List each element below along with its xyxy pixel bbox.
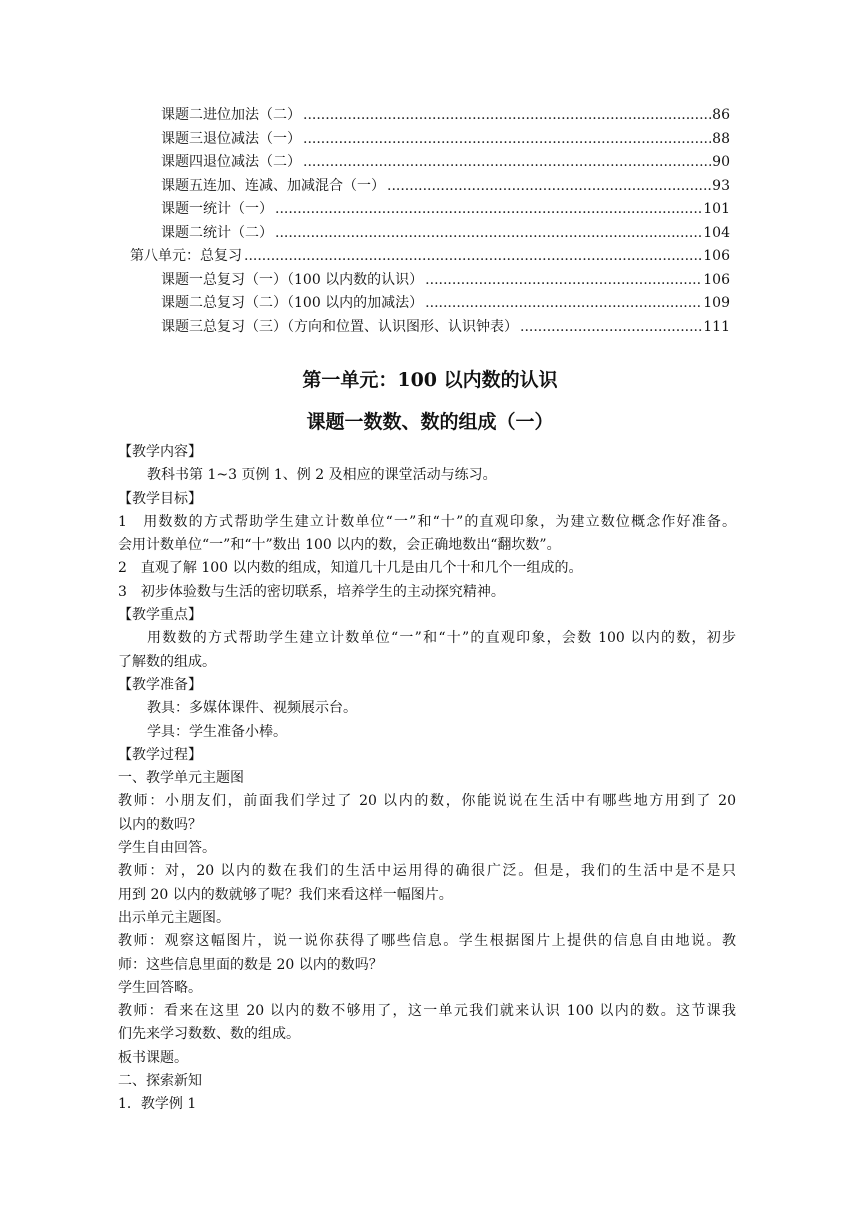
body-line: 【教学过程】 (118, 746, 202, 763)
toc-entry[interactable] (161, 128, 730, 152)
body-line: 教师：观察这幅图片，说一说你获得了哪些信息。学生根据图片上提供的信息自由地说。教 (118, 933, 736, 950)
toc-entry-title: 课题二进位加法（二） (161, 107, 301, 123)
toc-leader-dots (303, 104, 711, 128)
toc-entry-page: 88 (712, 130, 730, 147)
toc-entry-title: 课题三退位减法（一） (161, 130, 301, 147)
toc-entry-title: 课题四退位减法（二） (161, 154, 301, 170)
toc-leader-dots (425, 292, 702, 316)
toc-entry[interactable] (161, 222, 730, 246)
body-line: 师：这些信息里面的数是 20 以内的数吗？ (118, 956, 383, 973)
body-line: 学具：学生准备小棒。 (147, 723, 287, 740)
toc-leader-dots (303, 151, 711, 175)
toc-entry-title: 课题一统计（一） (161, 201, 273, 217)
body-line: 用到 20 以内的数就够了呢？我们来看这样一幅图片。 (118, 886, 453, 903)
toc-entry[interactable] (161, 104, 730, 128)
toc-leader-dots (387, 175, 711, 199)
body-line: 会用计数单位“一”和“十”数出 100 以内的数，会正确地数出“翻坎数”。 (118, 537, 561, 554)
lesson-heading: 课题一数数、数的组成（一） (306, 411, 554, 433)
body-line: 出示单元主题图。 (118, 909, 230, 926)
toc-entry-page: 106 (703, 271, 730, 288)
body-line: 教师：对，20 以内的数在我们的生活中运用得的确很广泛。但是，我们的生活中是不是只 (118, 863, 736, 880)
toc-leader-dots (303, 128, 711, 152)
toc-entry-page: 111 (703, 318, 730, 335)
body-line: 教具：多媒体课件、视频展示台。 (147, 700, 357, 717)
toc-leader-dots (244, 245, 702, 269)
toc-entry-page: 104 (703, 224, 730, 241)
body-line: 【教学目标】 (118, 490, 202, 507)
body-line: 【教学内容】 (118, 444, 202, 460)
body-line: 教师：看来在这里 20 以内的数不够用了，这一单元我们就来认识 100 以内的数。这节课我 (118, 1003, 736, 1020)
table-of-contents (0, 104, 860, 339)
body-line: 们先来学习数数、数的组成。 (118, 1026, 300, 1043)
toc-entry-title: 课题一总复习（一）（100 以内数的认识） (161, 271, 424, 288)
body-line: 1 用数数的方式帮助学生建立计数单位“一”和“十”的直观印象，为建立数位概念作好准备。 (118, 513, 736, 530)
toc-leader-dots (425, 269, 702, 293)
body-line: 用数数的方式帮助学生建立计数单位“一”和“十”的直观印象，会数 100 以内的数，初步 (147, 630, 736, 647)
body-line: 教科书第 1~3 页例 1、例 2 及相应的课堂活动与练习。 (147, 467, 497, 484)
body-line: 二、探索新知 (118, 1073, 202, 1090)
body-line: 板书课题。 (118, 1049, 188, 1066)
body-line: 【教学准备】 (118, 676, 202, 693)
lesson-body (118, 441, 736, 1117)
toc-entry-page: 90 (712, 154, 730, 170)
unit-heading: 第一单元：100 以内数的认识 (302, 369, 558, 391)
body-line: 3 初步体验数与生活的密切联系，培养学生的主动探究精神。 (118, 583, 505, 600)
body-line: 学生回答略。 (118, 979, 202, 996)
toc-entry-page: 109 (703, 295, 730, 311)
toc-entry-page: 106 (703, 248, 730, 264)
body-line: 学生自由回答。 (118, 840, 216, 857)
toc-entry-page: 101 (703, 201, 730, 217)
body-line: 1．教学例 1 (118, 1096, 197, 1113)
toc-leader-dots (520, 316, 702, 340)
toc-entry-title: 课题三总复习（三）（方向和位置、认识图形、认识钟表） (161, 318, 518, 335)
toc-entry[interactable] (161, 198, 730, 222)
body-line: 了解数的组成。 (118, 653, 216, 670)
toc-leader-dots (275, 222, 702, 246)
toc-entry-page: 93 (712, 177, 730, 194)
toc-entry-title: 课题二统计（二） (161, 224, 273, 241)
body-line: 教师：小朋友们，前面我们学过了 20 以内的数，你能说说在生活中有哪些地方用到了 20 (118, 793, 736, 810)
toc-entry[interactable] (161, 151, 730, 175)
body-line: 2 直观了解 100 以内数的组成，知道几十几是由几个十和几个一组成的。 (118, 560, 583, 577)
toc-entry[interactable] (161, 269, 730, 293)
toc-entry-title: 第八单元：总复习 (130, 248, 242, 264)
body-line: 【教学重点】 (118, 607, 202, 624)
toc-entry[interactable] (161, 316, 730, 340)
body-line: 以内的数吗？ (118, 816, 202, 833)
toc-entry-title: 课题五连加、连减、加减混合（一） (161, 177, 385, 194)
toc-entry-title: 课题二总复习（二）（100 以内的加减法） (161, 295, 424, 311)
toc-entry[interactable] (161, 292, 730, 316)
toc-leader-dots (275, 198, 702, 222)
toc-entry[interactable] (161, 175, 730, 199)
toc-entry-unit[interactable] (130, 245, 730, 269)
body-line: 一、教学单元主题图 (118, 770, 244, 787)
toc-entry-page: 86 (712, 107, 730, 123)
